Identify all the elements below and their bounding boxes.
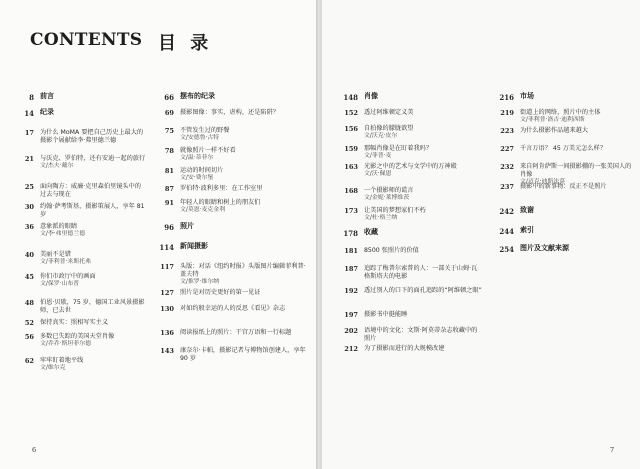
left-page	[0, 0, 316, 469]
toc-page-number: 56	[24, 333, 34, 341]
toc-page-number: 117	[160, 263, 174, 271]
toc-page-number: 223	[500, 127, 514, 135]
toc-page-number: 178	[343, 229, 358, 238]
toc-entry-author: 文/沃克·皮尔	[364, 132, 398, 139]
toc-entry-title: 透过阿维顿定义美	[364, 109, 414, 116]
toc-entry-title: 保持真实：照相写实主义	[40, 319, 109, 326]
toc-entry-author: 文/菲利普·洛吉·迪利西斯	[520, 116, 585, 123]
toc-page-number: 202	[344, 327, 358, 335]
toc-page-number: 30	[24, 203, 34, 211]
toc-page-number: 130	[160, 305, 174, 313]
toc-page-number: 81	[164, 167, 174, 175]
toc-page-number: 232	[500, 163, 514, 171]
toc-entry-title: 就像照片一样不好看	[180, 147, 236, 154]
toc-page-number: 66	[164, 93, 174, 102]
toc-entry-title: 图片及文献来源	[520, 244, 569, 252]
toc-page-number: 48	[24, 299, 34, 307]
toc-entry-title: 前言	[40, 92, 54, 100]
toc-entry-author: 文/沃·佩恩	[364, 170, 392, 177]
toc-entry-title: 索引	[520, 226, 534, 234]
toc-page-number: 181	[344, 247, 358, 255]
toc-entry-title: 来自阿肯萨斯一间摄影棚的一张美国人的肖像	[520, 163, 632, 178]
toc-page-number: 159	[344, 145, 358, 153]
toc-entry-title: 美丽不是错	[40, 251, 71, 258]
toc-page-number: 75	[164, 127, 174, 135]
toc-entry-title: 千言万语？ 45 万美元怎么样？	[520, 145, 607, 152]
toc-entry-title: 摄影书中挺能睡	[364, 311, 408, 318]
toc-entry-title: 为什么 MoMA 要把自己历史上最大的摄影个展献给李·弗里德兰德	[40, 129, 144, 144]
toc-entry-title: 康奈尔·卡帕，摄影记者与博物馆创建人，享年 90 岁	[180, 347, 306, 362]
toc-page-number: 173	[344, 207, 358, 215]
toc-page-number: 87	[164, 185, 174, 193]
toc-entry-title: 牢牢盯着地平线	[40, 357, 84, 364]
toc-page-number: 152	[344, 109, 358, 117]
toc-page-number: 52	[24, 319, 34, 327]
toc-page-number: 216	[499, 93, 514, 102]
toc-entry-title: 约翰·萨考斯基，摄影策展人，享年 81 岁	[40, 203, 145, 218]
toc-entry-author: 文/维尔克	[40, 364, 66, 371]
toc-page-number: 25	[24, 183, 34, 191]
toc-entry-title: 意象派的眼睛	[40, 223, 78, 230]
toc-entry-title: 自拍像的朦胧欲望	[364, 125, 414, 132]
toc-entry-title: 收藏	[364, 228, 378, 236]
toc-entry-title: 多数已失踪的美国天堂肖像	[40, 333, 115, 340]
toc-page-number: 192	[344, 287, 358, 295]
toc-page-number: 114	[159, 243, 174, 252]
toc-entry-title: 街道上的网络，照片中的主体	[520, 109, 601, 116]
toc-entry-title: 摄影图像：事实，虐构，还是陷阱？	[180, 109, 279, 116]
toc-entry-title: 语境中的文化：文斯·阿莫蒂杂志收藏中的照片	[364, 327, 478, 342]
toc-entry-title: 年轻人的眼睛和树上的朋友们	[180, 199, 261, 206]
toc-page-number: 244	[499, 227, 514, 236]
toc-page-number: 148	[343, 93, 358, 102]
toc-entry-title: 摄影中的新事物：反正不是照片	[520, 183, 607, 190]
toc-entry-title: 不管发生过的野餐	[180, 127, 230, 134]
toc-entry-author: 文/安德鲁·古特	[180, 134, 220, 141]
toc-page-number: 14	[24, 109, 34, 118]
toc-page-number: 242	[499, 207, 514, 216]
toc-entry-title: 与沃克、罗伯特，还有安迪一起的旅行	[40, 155, 146, 162]
toc-entry-title: 罗伯特·波利多里：在工作室里	[180, 185, 263, 192]
toc-entry-author: 文/莫恩·麦克金利	[180, 206, 226, 213]
toc-entry-title: 为什么摄影作品越来越大	[520, 127, 589, 134]
toc-page-number: 187	[344, 265, 358, 273]
toc-entry-author: 文/金妮·莱博维茨	[364, 194, 410, 201]
toc-page-number: 227	[500, 145, 514, 153]
toc-entry-title: 肖像	[364, 92, 378, 100]
toc-entry-title: 照片是对历史更好的第一见证	[180, 289, 261, 296]
toc-page-number: 36	[24, 223, 34, 231]
toc-entry-title: 照片	[180, 222, 194, 230]
toc-entry-title: 追踪了梅普尔索普的人：一部关于山姆·瓦格斯塔夫的电影	[364, 265, 478, 280]
toc-entry-author: 文/迈克·迪斯法莫	[520, 178, 566, 185]
toc-page-number: 156	[344, 125, 358, 133]
toc-page-number: 136	[160, 329, 174, 337]
page-number-left: 6	[32, 446, 37, 454]
toc-entry-title: 阅读报纸上的照片：干宫万语和一行标题	[180, 329, 292, 336]
page-number-right: 7	[610, 446, 615, 454]
toc-page-number: 91	[164, 199, 174, 207]
toc-page-number: 127	[160, 289, 174, 297]
toc-entry-title: 光影之中的艺术与文学中的万神殿	[364, 163, 457, 170]
toc-entry-title: 面向陶方：威廉·克里森伯里镜头中的过去与现在	[40, 183, 141, 198]
toc-page-number: 78	[164, 147, 174, 155]
toc-entry-title: 纪录	[40, 108, 54, 116]
toc-page-number: 219	[500, 109, 514, 117]
toc-entry-author: 文/乔乔·斯坦菲尔德	[40, 340, 91, 347]
toc-page-number: 197	[344, 311, 358, 319]
toc-page-number: 237	[500, 183, 514, 191]
toc-entry-author: 文/菲利普·米斯托弗	[40, 258, 91, 265]
toc-page-number: 212	[344, 345, 358, 353]
toc-page-number: 96	[164, 223, 174, 232]
toc-entry-title: 新闻摄影	[180, 242, 208, 250]
toc-entry-title: 透过别人的口下的面孔追踪的“阿维顿之眼”	[364, 287, 482, 294]
contents-heading-chinese: 目 录	[158, 33, 213, 54]
toc-page-number: 21	[24, 155, 34, 163]
toc-entry-title: 致谢	[520, 206, 534, 214]
toc-entry-author: 文/推罗·维尔纳	[180, 278, 220, 285]
toc-page-number: 17	[24, 129, 34, 137]
contents-heading: CONTENTS	[30, 30, 143, 50]
toc-entry-title: 一个摄影师的谎言	[364, 187, 414, 194]
toc-page-number: 62	[24, 357, 34, 365]
toc-entry-author: 文/李·弗里德兰德	[40, 230, 86, 237]
toc-entry-title: 市场	[520, 92, 534, 100]
toc-page-number: 69	[164, 109, 174, 117]
toc-entry-author: 文/杰夫·戴尔	[40, 162, 74, 169]
toc-entry-title: 为了摄影而进行的大规模改建	[364, 345, 445, 352]
toc-page-number: 168	[344, 187, 358, 195]
toc-entry-title: 8500 张照片的价值	[364, 247, 419, 254]
toc-entry-title: 头版：对话《纽约时报》头版图片编辑菲利普·盖夫特	[180, 263, 306, 278]
toc-page-number: 8	[29, 93, 34, 102]
toc-entry-title: 摆布的纪录	[180, 92, 215, 100]
toc-entry-title: 你们市政厅中的画面	[40, 273, 96, 280]
toc-entry-title: 让美国的梦想家们不朽	[364, 207, 426, 214]
toc-page-number: 143	[160, 347, 174, 355]
toc-entry-title: 那幅肖像是在盯着我吗？	[364, 145, 433, 152]
toc-page-number: 40	[24, 251, 34, 259]
toc-entry-title: 运动的时间切片	[180, 167, 224, 174]
right-page	[322, 0, 640, 469]
toc-entry-author: 文/杜·格兰纳	[364, 214, 398, 221]
toc-entry-author: 文/菲普·麦	[364, 152, 392, 159]
toc-entry-author: 文/保罗·山布普	[40, 280, 80, 287]
toc-entry-author: 文/安·费尔堡	[180, 174, 214, 181]
toc-page-number: 163	[344, 163, 358, 171]
toc-page-number: 45	[24, 273, 34, 281]
toc-entry-title: 伯恩·贝歇，75 岁，德国工业风景摄影师，已去世	[40, 299, 145, 314]
toc-entry-author: 文/温·蒂菲尔	[180, 154, 214, 161]
toc-page-number: 254	[499, 245, 514, 254]
toc-entry-title: 对如约般幸运的人的反思《看见》杂志	[180, 305, 286, 312]
